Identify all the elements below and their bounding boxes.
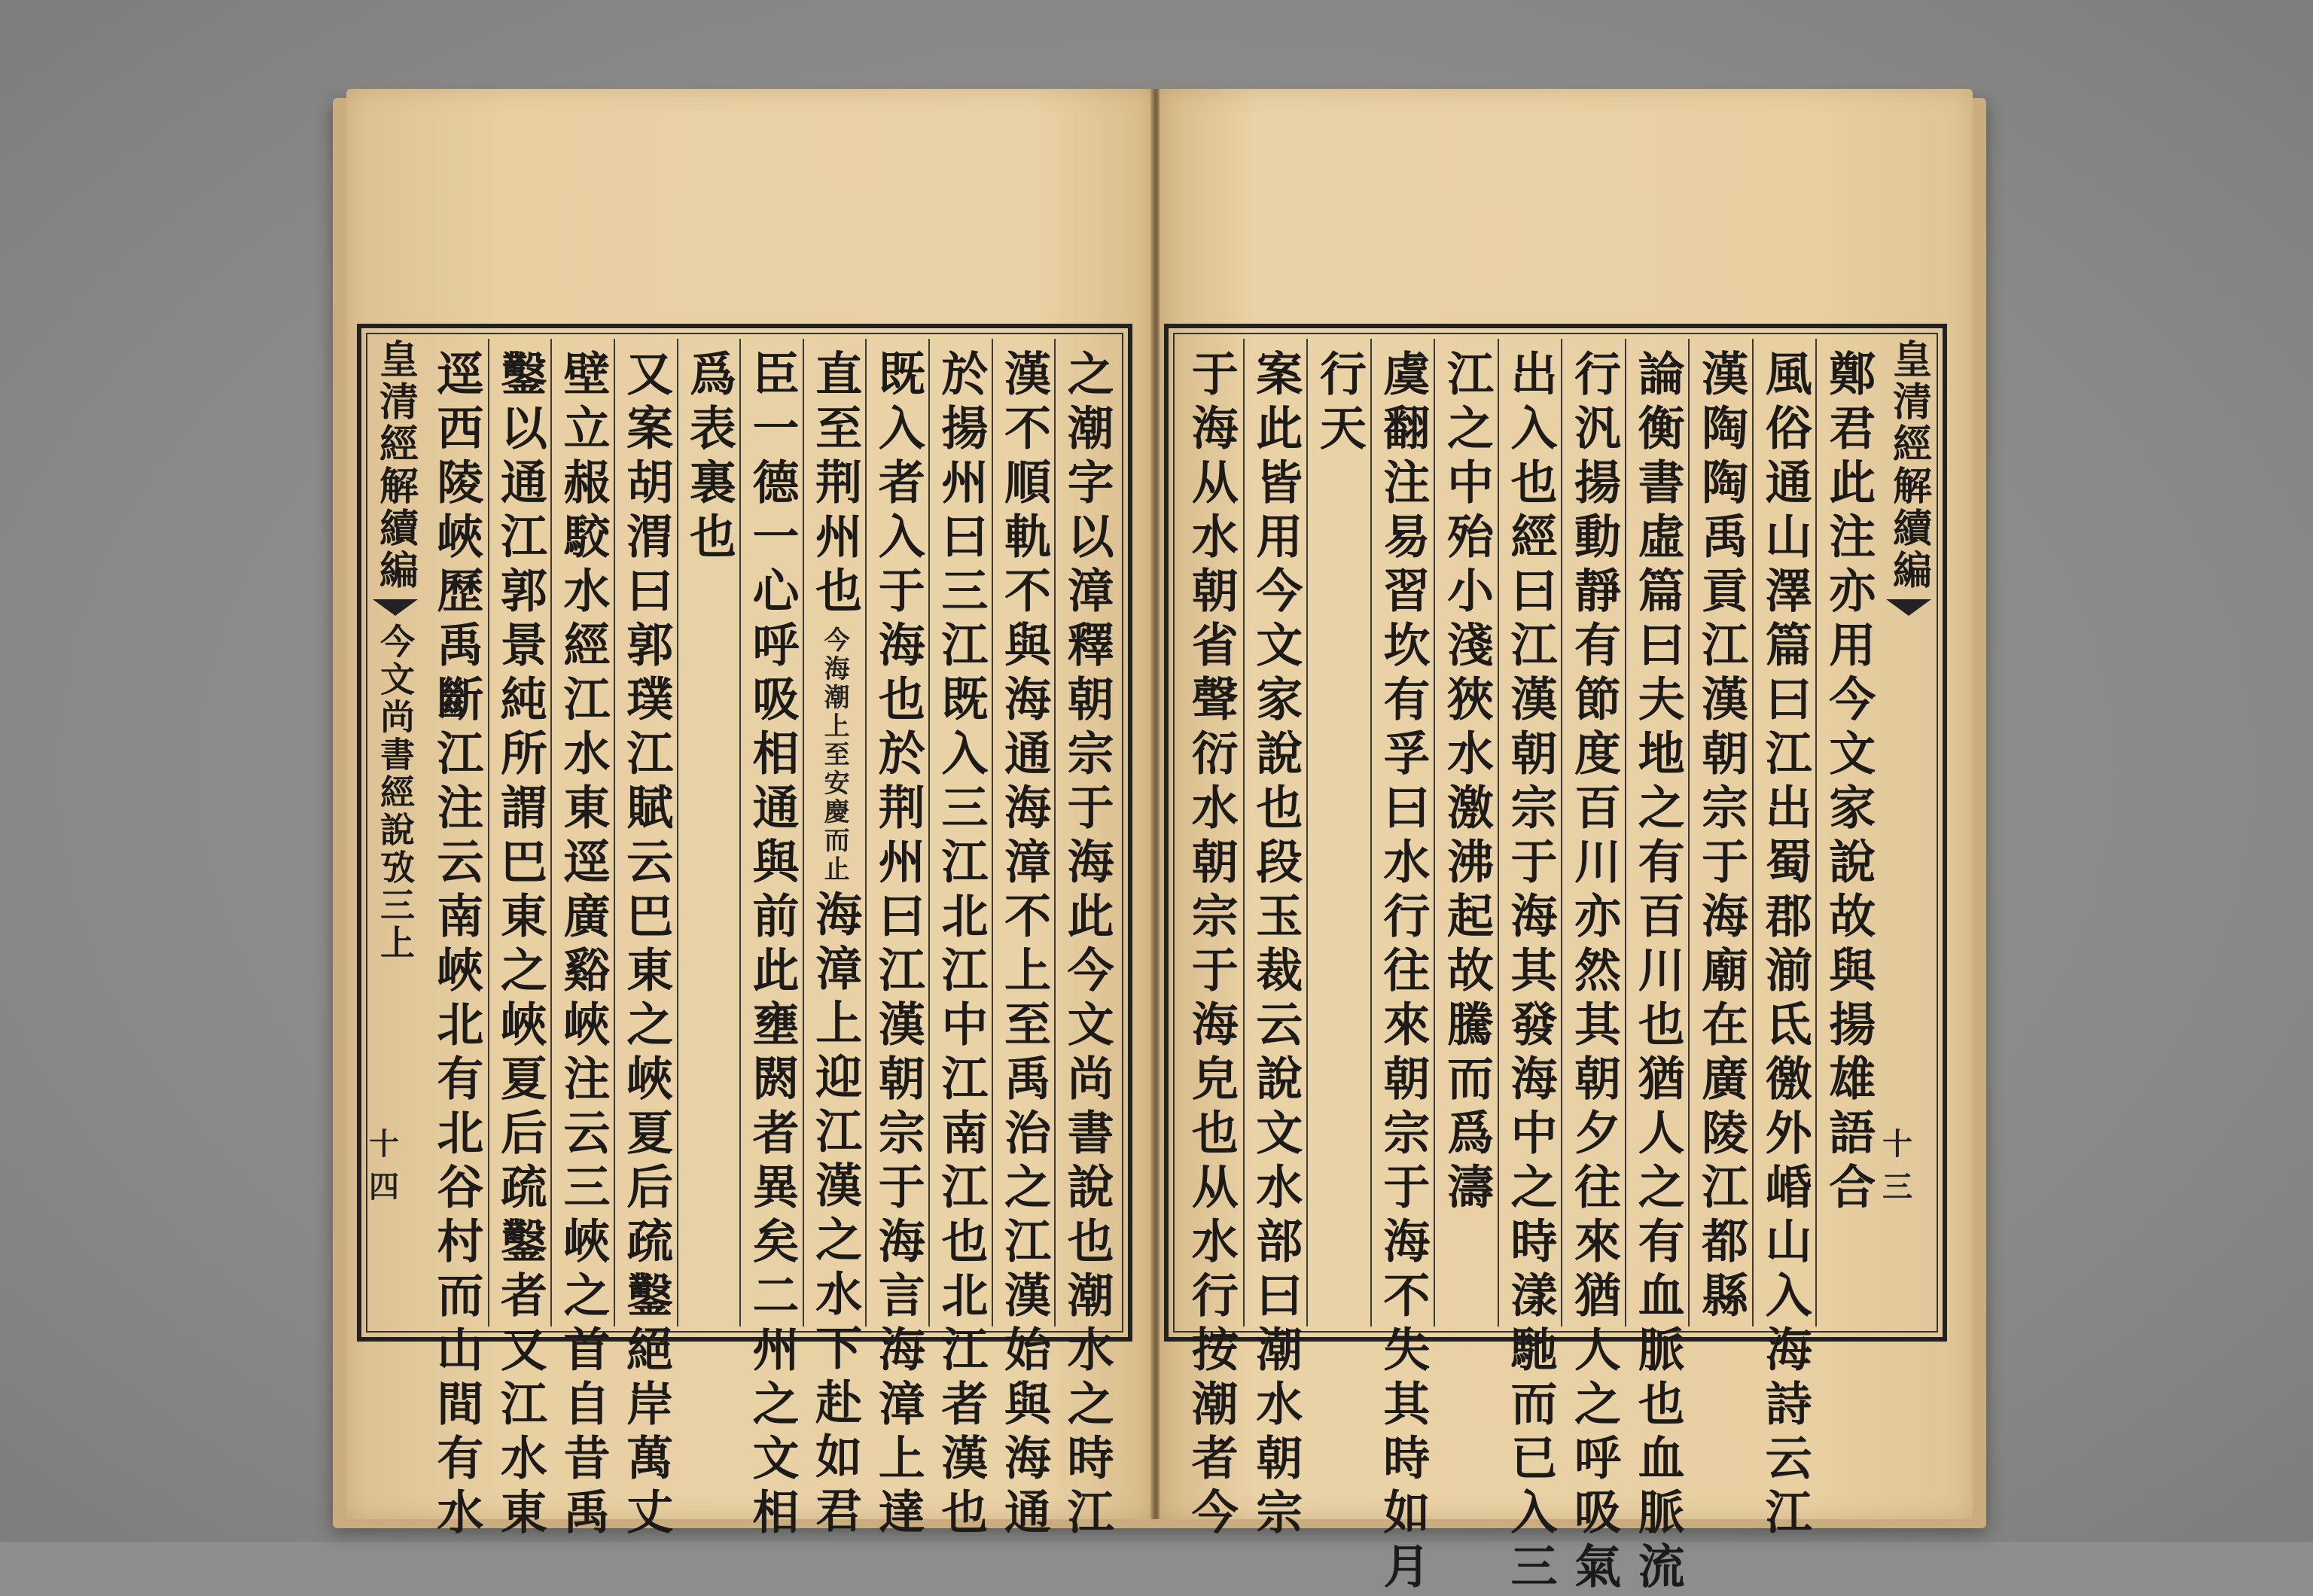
left-page[interactable] bbox=[346, 89, 1152, 1542]
fish-tail-mark bbox=[1886, 599, 1931, 616]
text-column: 逕西陵峽歷禹斷江注云南峽北有北谷村而山間有水 bbox=[428, 349, 484, 1542]
open-book bbox=[339, 89, 1980, 1596]
text-column: 於揚州曰三江既入三江北江中江南江也北江者漢也 bbox=[928, 339, 992, 1326]
text-column: 鄭君此注亦用今文家說故與揚雄語合 bbox=[1815, 339, 1879, 1326]
text-column: 之潮字以漳釋朝宗于海此今文尚書說也潮水之時江 bbox=[1054, 339, 1117, 1326]
text-column: 論衡書虛篇曰夫地之有百川也猶人之有血脈也血脈流 bbox=[1625, 339, 1689, 1326]
text-column: 爲表裏也 bbox=[677, 339, 740, 1326]
text-column: 漢陶陶禹貢江漢朝宗于海廟在廣陵江都縣 bbox=[1688, 339, 1752, 1326]
text-column: 于海从水朝省聲衍水朝宗于海皃也从水行按潮者今 bbox=[1184, 349, 1239, 1542]
interlinear-note: 今海潮上至安慶而止 bbox=[819, 626, 850, 884]
text-column: 行汎揚動靜有節度百川亦然其朝夕往來猶人之呼吸氣 bbox=[1561, 339, 1625, 1326]
left-page-frame bbox=[357, 324, 1132, 1542]
section-title: 今文尚書經說攷三上 bbox=[375, 623, 416, 962]
text-column: 壁立赧駮水經江水東逕廣谿峽注云三峽之首自昔禹 bbox=[550, 339, 614, 1326]
text-column: 風俗通山澤篇曰江出蜀郡湔氐徼外崏山入海詩云江 bbox=[1752, 339, 1816, 1326]
fish-tail-mark bbox=[373, 599, 418, 616]
right-banxin bbox=[1882, 339, 1935, 1326]
text-column: 虞翻注易習坎有孚曰水行往來朝宗于海不失其時如月 bbox=[1370, 339, 1434, 1326]
right-text-columns bbox=[1179, 339, 1879, 1596]
text-column: 江之中殆小淺狹水激沸起故騰而爲濤 bbox=[1434, 339, 1498, 1326]
text-column: 又案胡渭曰郭璞江賦云巴東之峽夏后疏鑿絕岸萬丈 bbox=[614, 339, 677, 1326]
text-column: 漢不順軌不與海通海漳不上至禹治之江漢始與海通 bbox=[992, 339, 1055, 1326]
book-title: 皇清經解續編 bbox=[1885, 339, 1932, 592]
text-column: 鑿以通江郭景純所謂巴東之峽夏后疏鑿者又江水東 bbox=[488, 339, 551, 1326]
right-page-frame bbox=[1164, 324, 1947, 1596]
text-column: 臣一德一心呼吸相通與前此壅閼者異矣二州之文相 bbox=[739, 339, 803, 1326]
text-column: 出入也經曰江漢朝宗于海其發海中之時漾馳而已入三 bbox=[1498, 339, 1562, 1326]
text-column: 直至荆州也 今海潮上至安慶而止 海漳上迎江漢之水下赴如君 bbox=[803, 339, 866, 1326]
text-column: 案此皆用今文家說也段玉裁云說文水部曰潮水朝宗 bbox=[1243, 339, 1307, 1326]
book-title: 皇清經解續編 bbox=[372, 339, 419, 592]
text-column: 行天 bbox=[1306, 339, 1370, 1326]
page-number: 十三 bbox=[1882, 1126, 1912, 1205]
left-banxin bbox=[369, 339, 422, 1326]
text-column: 既入者入于海也於荆州曰江漢朝宗于海言海漳上達 bbox=[865, 339, 928, 1326]
right-page[interactable] bbox=[1160, 89, 1973, 1596]
left-text-columns bbox=[425, 339, 1117, 1542]
page-number: 十四 bbox=[369, 1126, 399, 1205]
